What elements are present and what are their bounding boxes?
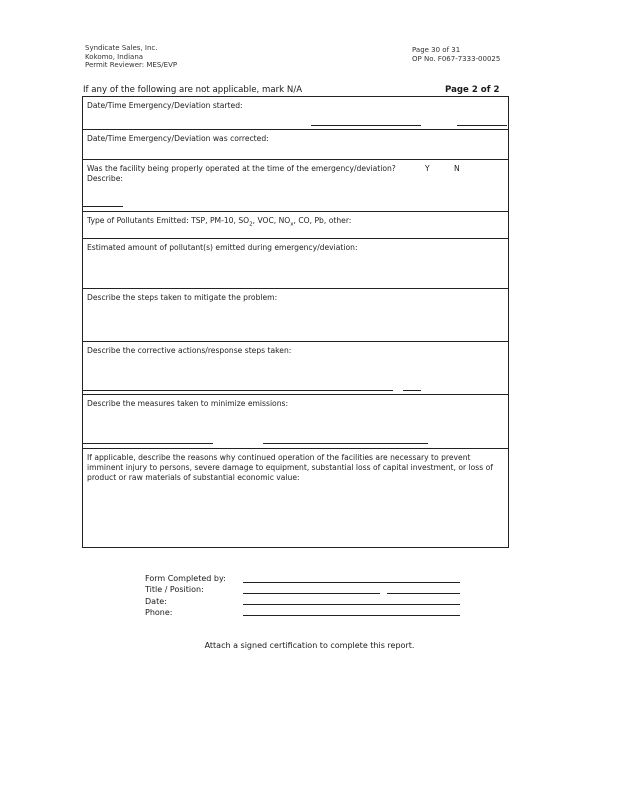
company-location: Kokomo, Indiana (85, 52, 144, 61)
section-pollutants (83, 212, 508, 239)
completed-by-field[interactable] (243, 582, 460, 583)
no-option[interactable]: N (454, 164, 460, 173)
deviation-form (82, 96, 509, 548)
phone-field[interactable] (243, 615, 460, 616)
mitigate-label[interactable]: Describe the steps taken to mitigate the problem: (87, 293, 278, 302)
minimize-label[interactable]: Describe the measures taken to minimize emissions: (87, 399, 289, 408)
started-answer-line[interactable] (311, 125, 421, 126)
corrective-label[interactable]: Describe the corrective actions/response steps taken: (87, 346, 292, 355)
operated-label[interactable] (87, 164, 413, 184)
op-number: OP No. F067-7333-00025 (412, 54, 501, 63)
amount-label[interactable]: Estimated amount of pollutant(s) emitted during emergency/deviation: (87, 243, 358, 252)
corrective-answer-line[interactable] (403, 390, 421, 391)
minimize-answer-line[interactable] (83, 443, 213, 444)
yes-option[interactable]: Y (425, 164, 430, 173)
title-position-field[interactable] (387, 593, 460, 594)
completed-by-label: Form Completed by: (145, 574, 226, 583)
started-answer-line[interactable] (457, 125, 507, 126)
signature-block (145, 573, 226, 618)
header-right (412, 46, 500, 63)
form-page-label: Page 2 of 2 (445, 85, 500, 95)
attach-certification-note: Attach a signed certification to complete this report. (204, 641, 415, 650)
corrective-answer-line[interactable] (83, 390, 393, 391)
pollutants-label[interactable]: Type of Pollutants Emitted: TSP, PM-10, $SO_2$, VOC, $NO_x$, CO, Pb, other: (87, 216, 352, 228)
date-label: Date: (145, 596, 167, 606)
section-applicable (83, 449, 508, 547)
company-name: Syndicate Sales, Inc. (85, 44, 158, 52)
title-position-label: Title / Position: (145, 585, 204, 595)
document-page-number: Page 30 of 31 (412, 46, 461, 54)
section-minimize (83, 395, 508, 449)
section-started (83, 97, 508, 130)
describe-answer-line[interactable] (83, 206, 123, 207)
operated-question: Was the facility being properly operated at the time of the emergency/deviation? (87, 164, 396, 173)
describe-label: Describe: (87, 174, 123, 183)
title-position-field[interactable] (243, 593, 380, 594)
instruction-text: If any of the following are not applicable, mark N/A (83, 85, 303, 95)
section-operated (83, 160, 508, 212)
section-amount (83, 239, 508, 289)
section-corrective (83, 342, 508, 395)
minimize-answer-line[interactable] (263, 443, 428, 444)
permit-reviewer: Permit Reviewer: MES/EVP (85, 61, 178, 69)
corrected-label[interactable]: Date/Time Emergency/Deviation was corrected: (87, 134, 269, 143)
phone-label: Phone: (145, 607, 173, 617)
section-mitigate (83, 289, 508, 342)
header-left (85, 44, 177, 70)
applicable-label[interactable]: If applicable, describe the reasons why continued operation of the facilities are necessary to prevent imminent injury to persons, severe damage to equipment, substantial loss of capital investment, or loss of product or raw materials of substantial economic value: (87, 453, 493, 482)
started-label[interactable]: Date/Time Emergency/Deviation started: (87, 101, 243, 110)
date-field[interactable] (243, 604, 460, 605)
section-corrected (83, 130, 508, 160)
